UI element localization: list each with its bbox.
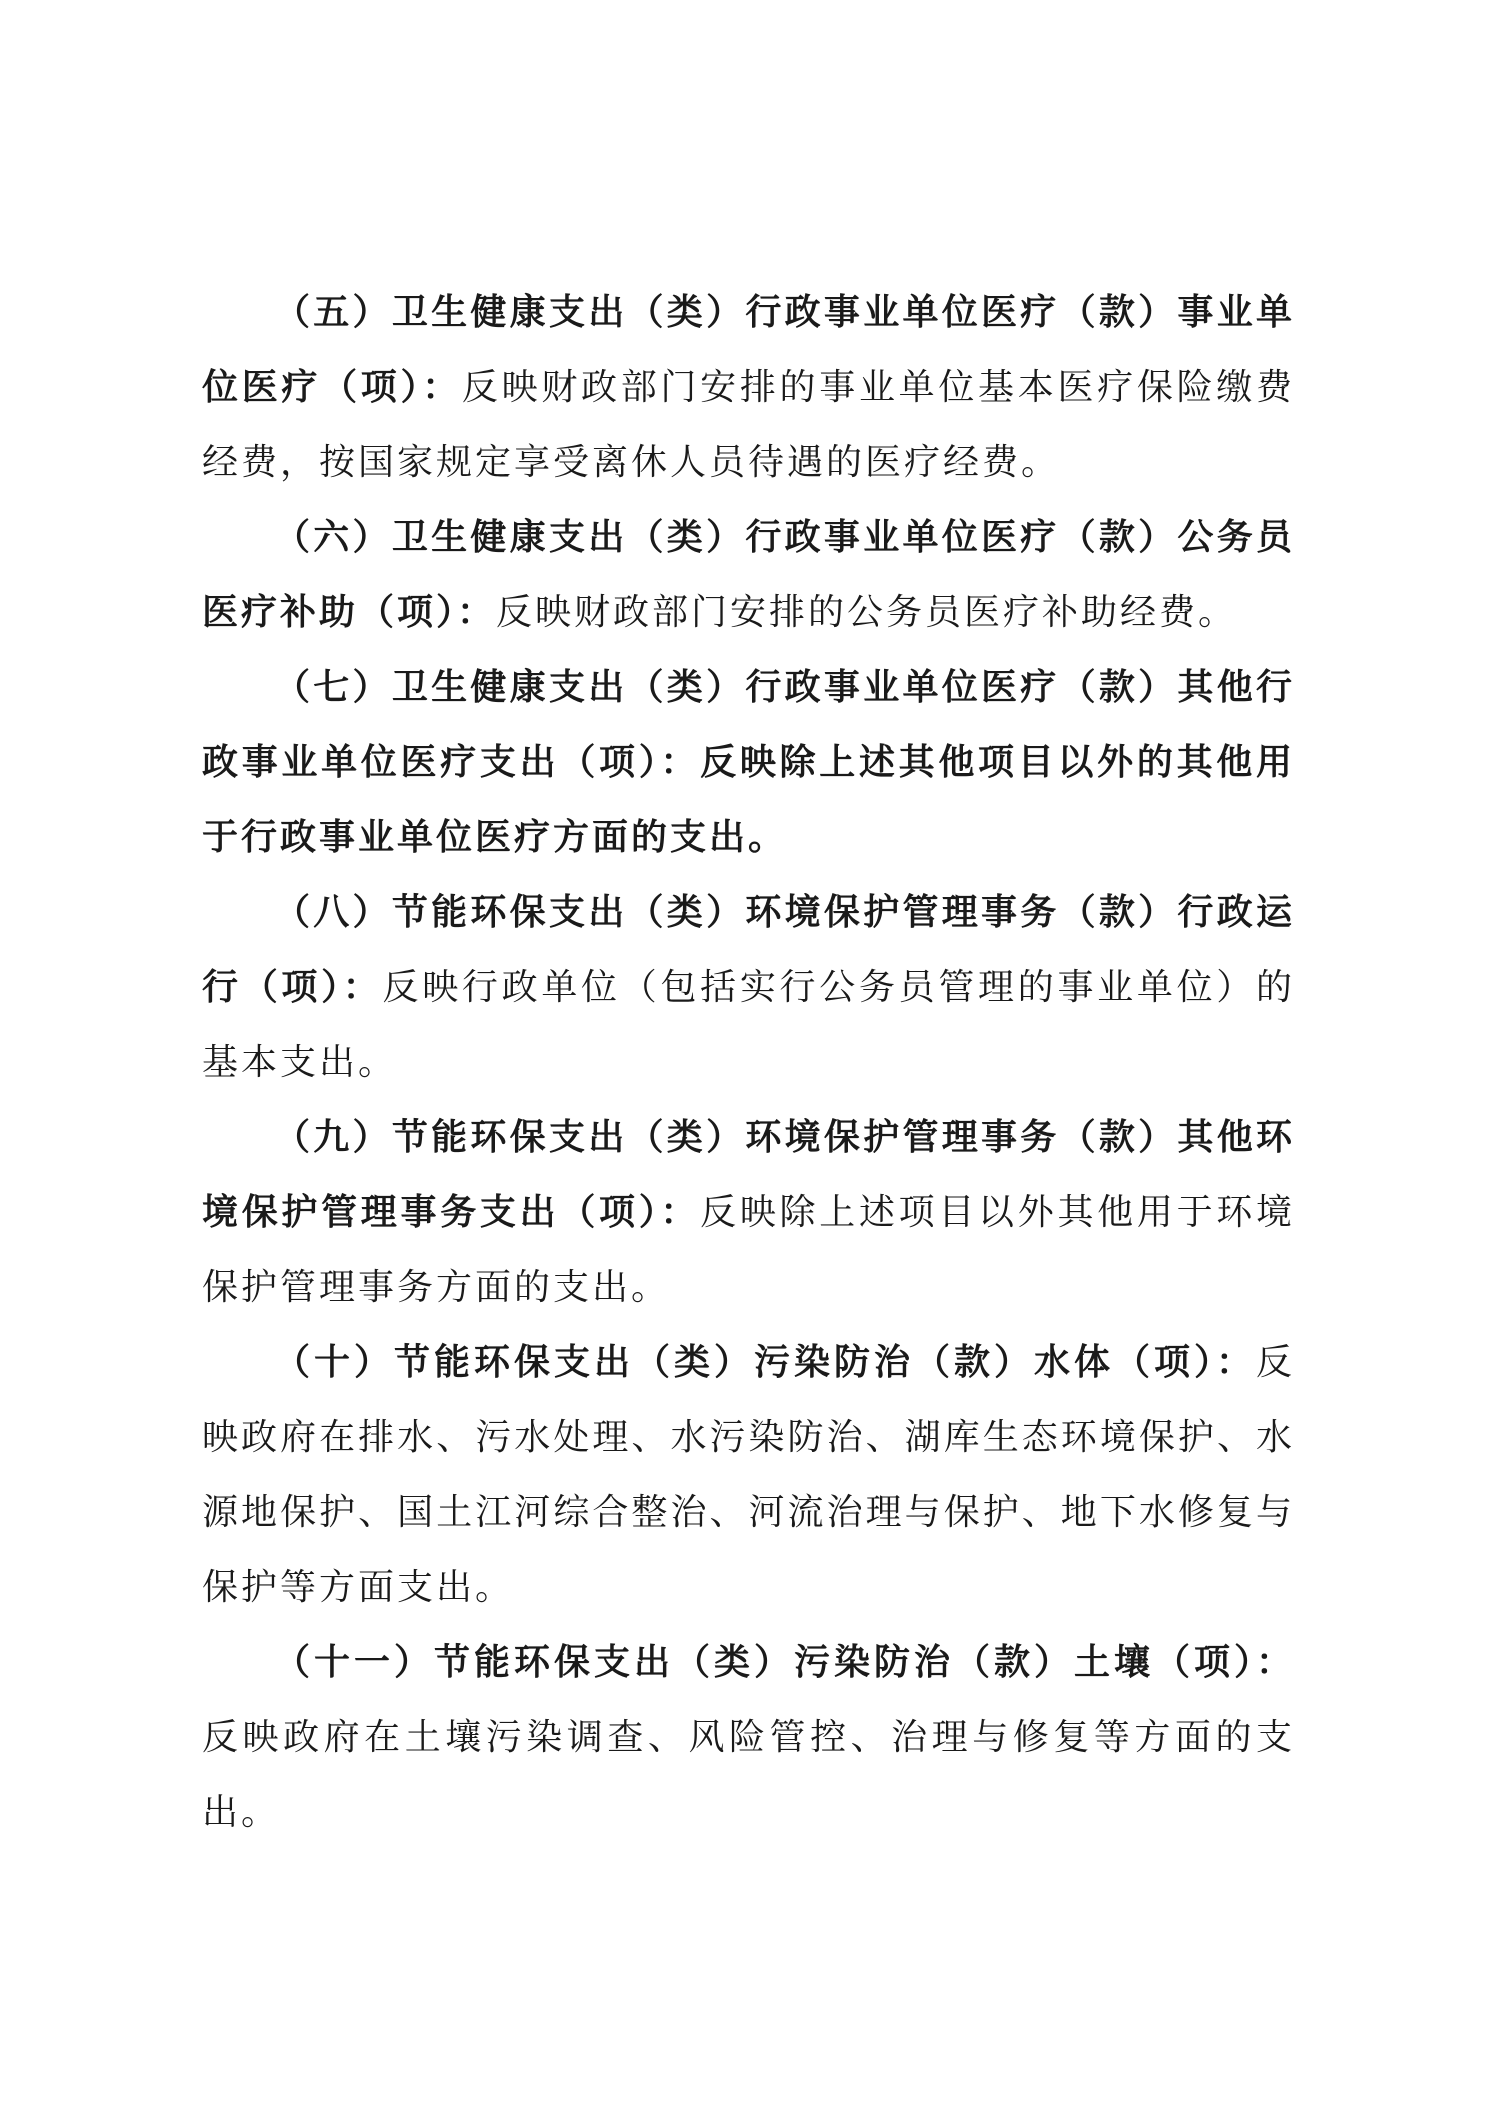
paragraph-11 (202, 1625, 1295, 1850)
paragraph-11-heading: （十一）节能环保支出（类）污染防治（款）土壤（项）： (274, 1642, 1295, 1683)
paragraph-8-text: 反映行政单位（包括实行公务员管理的事业单位）的基本支出。 (202, 967, 1295, 1083)
paragraph-7-text: 反映除上述其他项目以外的其他用于行政事业单位医疗方面的支出。 (202, 742, 1295, 858)
paragraph-8 (202, 875, 1295, 1100)
paragraph-10-heading: （十）节能环保支出（类）污染防治（款）水体（项）： (274, 1342, 1256, 1383)
paragraph-9-text: 反映除上述项目以外其他用于环境保护管理事务方面的支出。 (202, 1192, 1295, 1308)
paragraph-11-text: 反映政府在土壤污染调查、风险管控、治理与修复等方面的支出。 (202, 1717, 1295, 1833)
paragraph-10 (202, 1325, 1295, 1625)
paragraph-6 (202, 500, 1295, 650)
paragraph-9 (202, 1100, 1295, 1325)
paragraph-5 (202, 275, 1295, 500)
document-body (202, 275, 1295, 1850)
paragraph-10-text: 反映政府在排水、污水处理、水污染防治、湖库生态环境保护、水源地保护、国土江河综合整治、河流治理与保护、地下水修复与保护等方面支出。 (202, 1342, 1295, 1608)
paragraph-6-heading: （六）卫生健康支出（类）行政事业单位医疗（款）公务员医疗补助（项）： (202, 517, 1295, 633)
paragraph-5-heading: （五）卫生健康支出（类）行政事业单位医疗（款）事业单位医疗（项）： (202, 292, 1295, 408)
paragraph-9-heading: （九）节能环保支出（类）环境保护管理事务（款）其他环境保护管理事务支出（项）： (202, 1117, 1295, 1233)
paragraph-7-heading: （七）卫生健康支出（类）行政事业单位医疗（款）其他行政事业单位医疗支出（项）： (202, 667, 1295, 783)
paragraph-6-text: 反映财政部门安排的公务员医疗补助经费。 (496, 592, 1238, 633)
paragraph-7 (202, 650, 1295, 875)
paragraph-8-heading: （八）节能环保支出（类）环境保护管理事务（款）行政运行（项）： (202, 892, 1295, 1008)
paragraph-5-text: 反映财政部门安排的事业单位基本医疗保险缴费经费，按国家规定享受离休人员待遇的医疗经费。 (202, 367, 1295, 483)
